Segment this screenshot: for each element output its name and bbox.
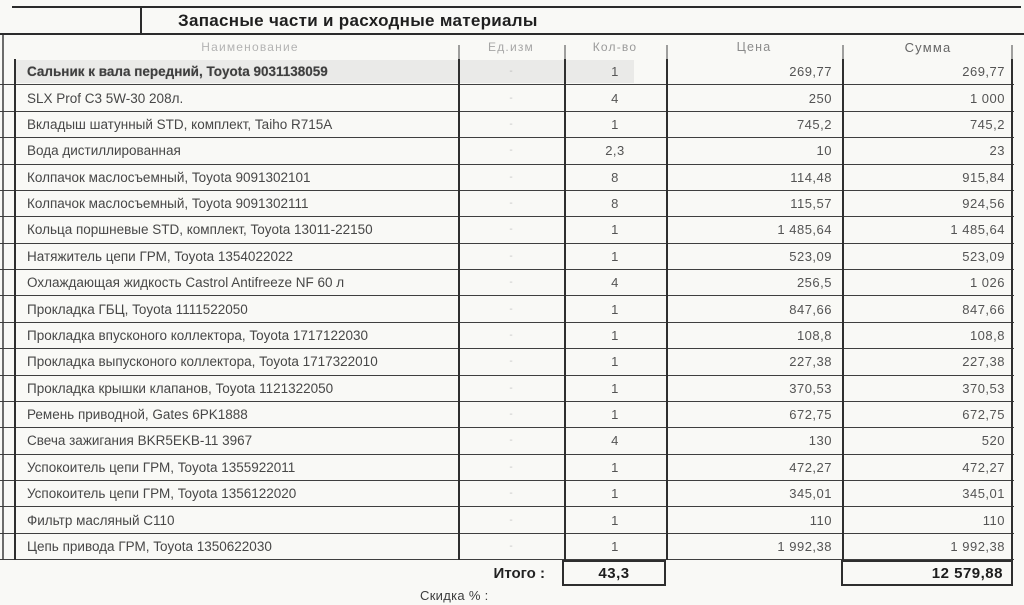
table-row (0, 349, 1014, 375)
item-sum: 1 485,64 (950, 222, 1005, 238)
item-sum: 269,77 (962, 64, 1005, 80)
item-sum: 520 (981, 433, 1005, 449)
item-price: 256,5 (796, 275, 832, 291)
item-price: 472,27 (789, 459, 832, 475)
item-sum: 23 (989, 143, 1005, 159)
table-body (0, 59, 1014, 560)
item-price: 115,57 (790, 196, 832, 212)
item-name: Натяжитель цепи ГРМ, Toyota 1354022022 (27, 248, 293, 264)
item-quantity: 4 (611, 90, 619, 106)
item-sum: 227,38 (962, 354, 1005, 370)
item-name: Вода дистиллированная (27, 143, 181, 159)
item-quantity: 1 (611, 380, 619, 396)
item-unit: - (509, 514, 513, 526)
table-row (0, 507, 1014, 533)
item-unit: - (509, 66, 513, 78)
table-row (0, 428, 1014, 454)
item-unit: - (509, 382, 513, 394)
item-quantity: 8 (611, 196, 619, 212)
item-price: 745,2 (796, 116, 832, 132)
item-quantity: 4 (611, 433, 619, 449)
item-name: Фильтр масляный C110 (27, 512, 175, 528)
item-name: Колпачок маслосъемный, Toyota 9091302101 (27, 169, 311, 185)
item-name: Кольца поршневые STD, комплект, Toyota 13011-22150 (27, 222, 373, 238)
item-name: Вкладыш шатунный STD, комплект, Taiho R715A (27, 116, 333, 132)
item-price: 370,53 (789, 380, 832, 396)
item-sum: 1 000 (969, 90, 1005, 106)
item-sum: 672,75 (962, 407, 1005, 423)
item-name: SLX Prof C3 5W-30 208л. (27, 90, 184, 106)
header-divider (1011, 45, 1013, 59)
item-quantity: 1 (611, 459, 619, 475)
item-quantity: 4 (611, 275, 619, 291)
table-row (0, 59, 1014, 85)
item-sum: 745,2 (969, 116, 1005, 132)
table-header-row (0, 35, 1024, 59)
header-divider (564, 45, 566, 59)
item-sum: 370,53 (962, 380, 1005, 396)
item-name: Прокладка крышки клапанов, Toyota 1121322050 (27, 380, 334, 396)
header-divider (842, 45, 844, 59)
item-name: Охлаждающая жидкость Castrol Antifreeze NF 60 л (27, 275, 345, 291)
item-unit: - (509, 171, 513, 183)
discount-label: Скидка % : (420, 588, 489, 603)
item-unit: - (509, 540, 513, 552)
table-row (0, 270, 1014, 296)
table-row (0, 85, 1014, 111)
item-unit: - (509, 435, 513, 447)
item-quantity: 1 (611, 512, 619, 528)
item-price: 250 (808, 90, 832, 106)
item-sum: 915,84 (962, 169, 1005, 185)
item-name: Ремень приводной, Gates 6PK1888 (27, 407, 248, 423)
item-sum: 345,01 (962, 486, 1005, 502)
totals-label: Итого : (493, 564, 545, 582)
item-unit: - (509, 488, 513, 500)
item-unit: - (509, 356, 513, 368)
column-divider (842, 59, 844, 560)
item-quantity: 1 (611, 222, 619, 238)
table-row (0, 191, 1014, 217)
table-row (0, 402, 1014, 428)
item-price: 10 (816, 143, 832, 159)
item-sum: 1 992,38 (950, 538, 1005, 554)
item-sum: 110 (982, 512, 1005, 528)
header-divider (458, 45, 460, 59)
table-row (0, 138, 1014, 164)
column-header-qty: Кол-во (592, 40, 638, 54)
item-price: 130 (808, 433, 832, 449)
column-divider (564, 59, 566, 560)
item-quantity: 8 (611, 169, 619, 185)
item-unit: - (509, 461, 513, 473)
item-price: 345,01 (789, 486, 832, 502)
column-divider (458, 59, 460, 560)
page-title: Запасные части и расходные материалы (178, 11, 538, 30)
item-price: 1 992,38 (777, 538, 832, 554)
item-price: 110 (809, 512, 832, 528)
item-quantity: 1 (611, 407, 619, 423)
item-price: 108,8 (796, 327, 832, 343)
item-name: Успокоитель цепи ГРМ, Toyota 1356122020 (27, 486, 297, 502)
item-unit: - (509, 92, 513, 104)
item-name: Цепь привода ГРМ, Toyota 1350622030 (27, 538, 272, 554)
item-sum: 847,66 (962, 301, 1005, 317)
item-price: 1 485,64 (777, 222, 832, 238)
item-unit: - (509, 277, 513, 289)
column-divider (666, 59, 668, 560)
column-header-price: Цена (736, 40, 772, 54)
item-sum: 1 026 (969, 275, 1005, 291)
table-row (0, 296, 1014, 322)
item-unit: - (509, 118, 513, 130)
item-quantity: 1 (611, 248, 619, 264)
item-quantity: 1 (611, 354, 619, 370)
item-unit: - (509, 250, 513, 262)
item-quantity: 1 (611, 486, 619, 502)
item-name: Сальник к вала передний, Toyota 9031138059 (27, 64, 328, 80)
table-row (0, 376, 1014, 402)
column-header-sum: Сумма (904, 39, 952, 55)
item-quantity: 1 (611, 538, 619, 554)
totals-quantity: 43,3 (562, 560, 666, 586)
item-price: 269,77 (789, 64, 832, 80)
title-left-border (140, 6, 142, 34)
item-price: 227,38 (789, 354, 832, 370)
item-quantity: 2,3 (605, 143, 625, 159)
item-price: 523,09 (789, 248, 832, 264)
totals-row (0, 560, 1024, 586)
item-unit: - (509, 224, 513, 236)
item-unit: - (509, 329, 513, 341)
table-row (0, 455, 1014, 481)
scan-edge-artifact (2, 35, 4, 560)
item-quantity: 1 (611, 64, 619, 80)
header-divider (666, 45, 668, 59)
item-unit: - (509, 198, 513, 210)
item-sum: 108,8 (969, 327, 1005, 343)
parts-table (0, 59, 1014, 560)
item-price: 672,75 (789, 407, 832, 423)
item-sum: 523,09 (962, 248, 1005, 264)
table-row (0, 165, 1014, 191)
item-sum: 924,56 (962, 196, 1005, 212)
table-right-border (1011, 59, 1013, 560)
item-price: 114,48 (790, 169, 832, 185)
item-quantity: 1 (611, 301, 619, 317)
table-left-border (14, 59, 16, 560)
item-unit: - (509, 145, 513, 157)
table-row (0, 534, 1014, 560)
item-price: 847,66 (789, 301, 832, 317)
item-name: Прокладка впусконого коллектора, Toyota 1717122030 (27, 327, 369, 343)
totals-sum: 12 579,88 (841, 560, 1013, 586)
item-quantity: 1 (611, 327, 619, 343)
item-unit: - (509, 303, 513, 315)
item-name: Колпачок маслосъемный, Toyota 9091302111 (27, 196, 309, 212)
item-name: Прокладка выпусконого коллектора, Toyota 1717322010 (27, 354, 378, 370)
table-row (0, 112, 1014, 138)
table-row (0, 323, 1014, 349)
table-row (0, 244, 1014, 270)
item-quantity: 1 (611, 116, 619, 132)
table-row (0, 481, 1014, 507)
item-unit: - (509, 409, 513, 421)
item-name: Прокладка ГБЦ, Toyota 1111522050 (27, 301, 248, 317)
item-sum: 472,27 (962, 459, 1005, 475)
column-header-unit: Ед.изм (488, 40, 534, 54)
column-header-name: Наименование (201, 40, 299, 54)
title-top-rule (12, 6, 1021, 8)
item-name: Успокоитель цепи ГРМ, Toyota 1355922011 (27, 459, 296, 475)
table-row (0, 217, 1014, 243)
item-name: Свеча зажигания BKR5EKB-11 3967 (27, 433, 253, 449)
